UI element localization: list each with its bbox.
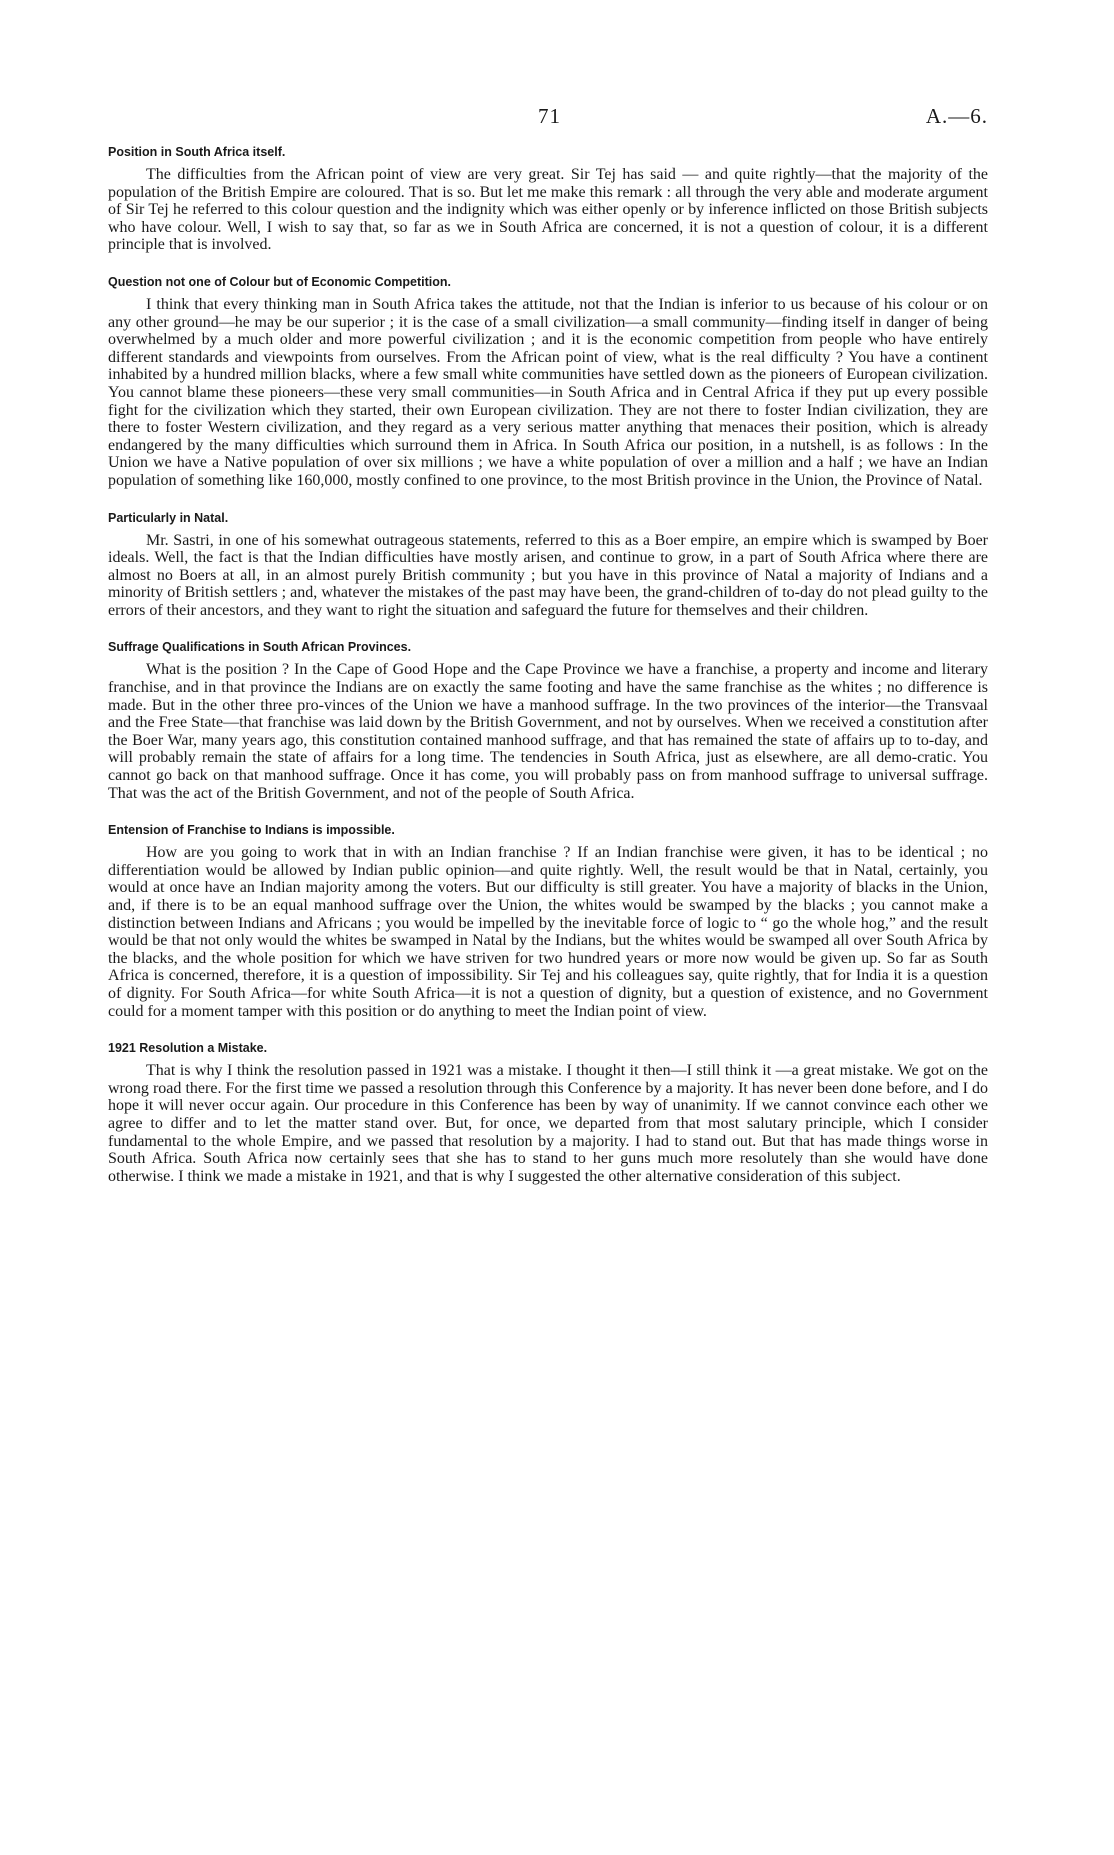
section-position-in-south-africa (108, 144, 988, 254)
section-economic-competition (108, 274, 988, 490)
section-suffrage-qualifications (108, 639, 988, 802)
document-page (108, 104, 988, 1205)
section-franchise-extension (108, 822, 988, 1020)
section-1921-resolution (108, 1040, 988, 1185)
section-heading: Particularly in Natal. (108, 510, 229, 525)
section-body: I think that every thinking man in South Africa takes the attitude, not that the Indian is inferior to us because of his colour or on any other ground—he may be our superior ; it is the case of a small civilization—a small community—finding itself in danger of being overwhelmed by a much older and more powerful civilization ; and it is the economic competition from people who have entirely different standards and viewpoints from ourselves. From the African point of view, what is the real difficulty ? You have a continent inhabited by a hundred million blacks, where a few small white communities have settled down as the pioneers of European civilization. You cannot blame these pioneers—these very small communities—in South Africa and in Central Africa if they put up every possible fight for the civilization which they started, their own European civilization. They are not there to foster Indian civilization, they are there to foster Western civilization, and they regard as a very serious matter anything that menaces their position, which is already endangered by the many difficulties which surround them in Africa. In South Africa our position, in a nutshell, is as follows : In the Union we have a Native population of over six millions ; we have a white population of over a million and a half ; we have an Indian population of something like 160,000, mostly confined to one province, to the most British province in the Union, the Province of Natal. (108, 295, 988, 489)
section-body: That is why I think the resolution passed in 1921 was a mistake. I thought it then—I still think it —a great mistake. We got on the wrong road there. For the first time we passed a resolution through this Conference by a majority. It has never been done before, and I do hope it will never occur again. Our procedure in this Conference has been by way of unanimity. If we cannot convince each other we agree to differ and to let the matter stand over. But, for once, we departed from that most salutary principle, which I consider fundamental to the whole Empire, and we passed that resolution by a majority. I had to stand out. But that has made things worse in South Africa. South Africa now certainly sees that she has to stand to her guns much more resolutely than she would have done otherwise. I think we made a mistake in 1921, and that is why I suggested the other alternative consideration of this subject. (108, 1062, 988, 1185)
section-heading: 1921 Resolution a Mistake. (108, 1041, 268, 1056)
document-reference: A.—6. (925, 104, 988, 128)
section-heading: Suffrage Qualifications in South African Provinces. (108, 640, 412, 655)
section-heading: Position in South Africa itself. (108, 145, 286, 159)
section-heading: Question not one of Colour but of Economic Competition. (108, 274, 452, 289)
section-body: What is the position ? In the Cape of Good Hope and the Cape Province we have a franchise, a property and income and literary franchise, and in that province the Indians are on exactly the same footing and have the same franchise as the whites ; no difference is made. But in the other three pro-vinces of the Union we have a manhood suffrage. In the two provinces of the interior—the Transvaal and the Free State—that franchise was laid down by the British Government, and not by ourselves. When we received a constitution after the Boer War, many years ago, this constitution contained manhood suffrage, and that has remained the state of affairs up to to-day, and will probably remain the state of affairs for a long time. The tendencies in South Africa, just as elsewhere, are all demo-cratic. You cannot go back on that manhood suffrage. Once it has come, you will probably pass on from manhood suffrage to universal suffrage. That was the act of the British Government, and not of the people of South Africa. (108, 661, 988, 802)
section-body: How are you going to work that in with an Indian franchise ? If an Indian franchise were given, it has to be identical ; no differentiation would be allowed by Indian public opinion—and quite rightly. Well, the result would be that in Natal, certainly, you would at once have an Indian majority among the voters. But our difficulty is still greater. You have a majority of blacks in the Union, and, if there is to be an equal manhood suffrage over the Union, the whites would be swamped by the blacks ; you cannot make a distinction between Indians and Africans ; you would be impelled by the inevitable force of logic to “ go the whole hog,” and the result would be that not only would the whites be swamped in Natal by the Indians, but the whites would be swamped all over South Africa by the blacks, and the whole position for which we have striven for two hundred years or more now would be given up. So far as South Africa is concerned, therefore, it is a question of impossibility. Sir Tej and his colleagues say, quite rightly, that for India it is a question of dignity. For South Africa—for white South Africa—it is not a question of dignity, but a question of existence, and no Government could for a moment tamper with this position or do anything to meet the Indian point of view. (108, 844, 988, 1020)
section-body: Mr. Sastri, in one of his somewhat outrageous statements, referred to this as a Boer empire, an empire which is swamped by Boer ideals. Well, the fact is that the Indian difficulties have mostly arisen, and continue to grow, in a part of South Africa where there are almost no Boers at all, in an almost purely British community ; but you have in this province of Natal a majority of Indians and a minority of British settlers ; and, whatever the mistakes of the past may have been, the grand-children of to-day do not plead guilty to the errors of their ancestors, and they want to right the situation and safeguard the future for themselves and their children. (108, 531, 988, 619)
section-body: The difficulties from the African point of view are very great. Sir Tej has said — and quite rightly—that the majority of the population of the British Empire are coloured. That is so. But let me make this remark : all through the very able and moderate argument of Sir Tej he referred to this colour question and the indignity which was either openly or by inference inflicted on those British subjects who have colour. Well, I wish to say that, so far as we in South Africa are concerned, it is not a question of colour, it is a different principle that is involved. (108, 166, 988, 254)
section-particularly-in-natal (108, 510, 988, 620)
page-header (108, 104, 988, 144)
section-heading: Entension of Franchise to Indians is impossible. (108, 823, 395, 838)
page-number: 71 (538, 104, 561, 128)
